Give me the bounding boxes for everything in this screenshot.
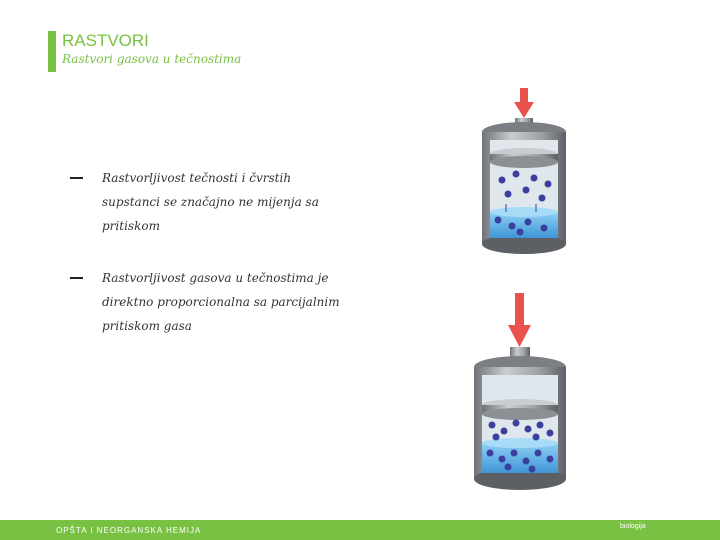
footer-course-name: OPŠTA I NEORGANSKA HEMIJA	[56, 526, 202, 535]
slide-subtitle: Rastvori gasova u tečnostima	[62, 52, 242, 66]
bullet-dash-icon	[70, 277, 83, 279]
bullet-text: Rastvorljivost tečnosti i čvrstih supstanci se značajno ne mijenja sa pritiskom	[102, 171, 319, 233]
piston-cylinder-low-pressure-icon	[476, 88, 576, 258]
title-accent-bar	[48, 31, 56, 72]
bullet-item	[102, 166, 352, 238]
footer-label: biologija	[620, 523, 646, 530]
piston-cylinder-high-pressure-icon	[466, 293, 576, 493]
bullet-item	[102, 266, 352, 338]
slide-title: RASTVORI	[62, 31, 149, 50]
bullet-text: Rastvorljivost gasova u tečnostima je direktno proporcionalna sa parcijalnim pritiskom gasa	[102, 271, 340, 333]
bullet-dash-icon	[70, 177, 83, 179]
bullet-list	[102, 166, 352, 366]
